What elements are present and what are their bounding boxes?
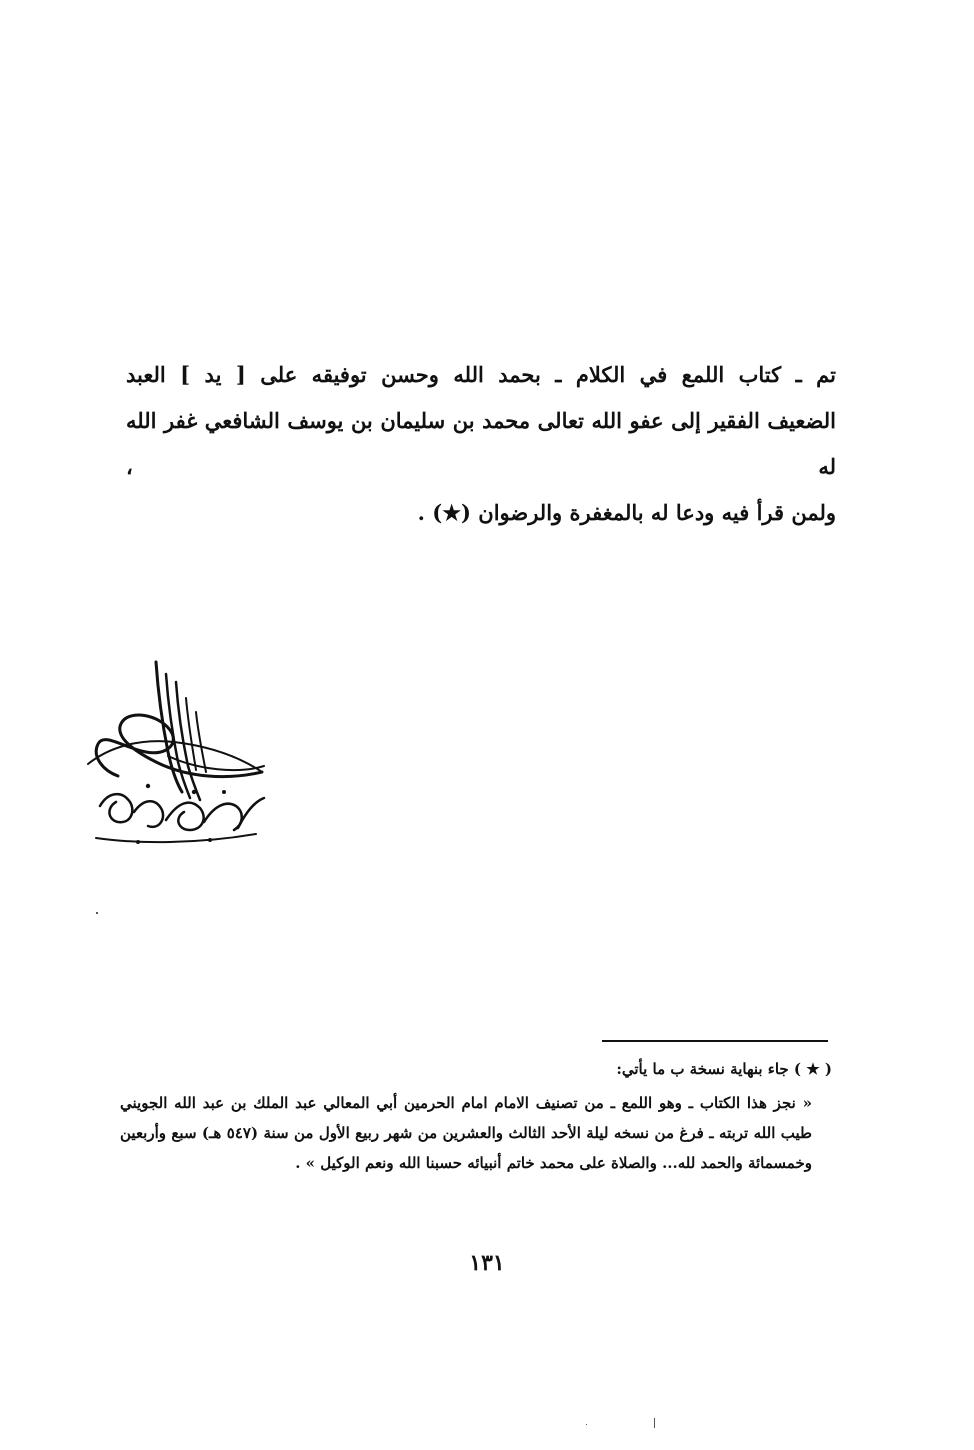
colophon-paragraph bbox=[126, 352, 836, 536]
calligraphic-signature-icon bbox=[78, 652, 274, 852]
footnote-body: « نجز هذا الكتاب ـ وهو اللمع ـ من تصنيف الامام امام الحرمين أبي المعالي عبد الملك بن عبد الله الجويني طيب الله تربته ـ فرغ من نسخه ليلة الأحد الثالث والعشرين من شهر ربيع الأول من سنة (٥٤٧ هـ) سبع وأربعين وخمسمائة والحمد لله... والصلاة على محمد خاتم أنبيائه حسبنا الله ونعم الوكيل » . bbox=[120, 1094, 812, 1172]
footnote-heading: ( ★ ) جاء بنهاية نسخة ب ما يأتي: bbox=[616, 1060, 832, 1078]
scan-speck bbox=[96, 912, 98, 914]
footnote bbox=[120, 1054, 832, 1178]
scan-speck bbox=[586, 1424, 587, 1425]
footnote-divider bbox=[602, 1040, 828, 1042]
colophon-line-1: تم ـ كتاب اللمع في الكلام ـ بحمد الله وحسن توفيقه على [ يد ] العبد bbox=[126, 362, 836, 387]
scan-speck bbox=[654, 1418, 655, 1428]
page-number: ١٣١ bbox=[469, 1250, 505, 1276]
colophon-line-3: ولمن قرأ فيه ودعا له بالمغفرة والرضوان (★) . bbox=[417, 500, 836, 525]
colophon-line-2: الضعيف الفقير إلى عفو الله تعالى محمد بن سليمان بن يوسف الشافعي غفر الله له ، bbox=[126, 408, 836, 479]
